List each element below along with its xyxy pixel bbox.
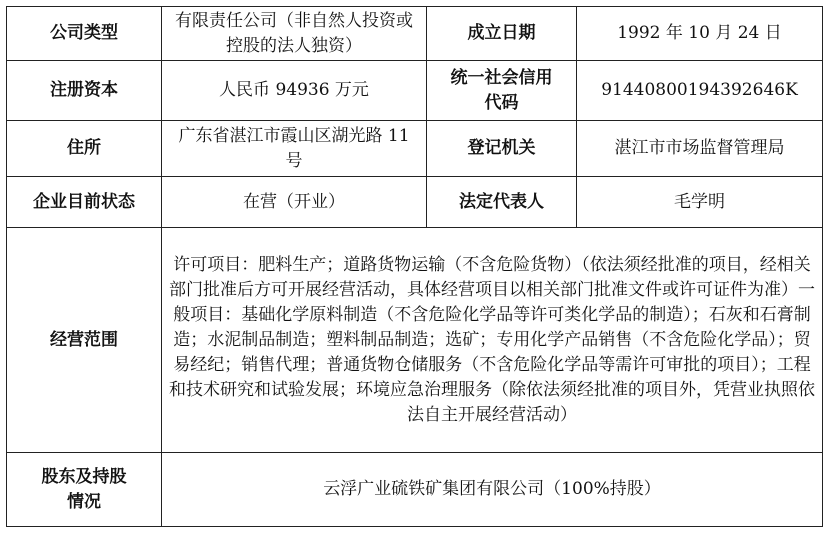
company-info-table: [6, 6, 823, 527]
established-label: 成立日期: [427, 7, 577, 61]
company-type-row: [7, 7, 823, 61]
status-value: 在营（开业）: [162, 177, 427, 228]
business-scope-row: [7, 228, 823, 453]
legal-rep-label: 法定代表人: [427, 177, 577, 228]
registered-capital-value: 人民币 94936 万元: [162, 61, 427, 121]
business-scope-label: 经营范围: [7, 228, 162, 453]
capital-row: [7, 61, 823, 121]
established-value: 1992 年 10 月 24 日: [577, 7, 823, 61]
registered-capital-label: 注册资本: [7, 61, 162, 121]
shareholder-label: 股东及持股情况: [7, 453, 162, 527]
authority-label: 登记机关: [427, 121, 577, 177]
company-type-value: 有限责任公司（非自然人投资或控股的法人独资）: [162, 7, 427, 61]
shareholder-value: 云浮广业硫铁矿集团有限公司（100%持股）: [162, 453, 823, 527]
address-value: 广东省湛江市霞山区湖光路 11 号: [162, 121, 427, 177]
business-scope-value: 许可项目：肥料生产；道路货物运输（不含危险货物）（依法须经批准的项目，经相关部门批准后方可开展经营活动，具体经营项目以相关部门批准文件或许可证件为准）一般项目：基础化学原料制造（不含危险化学品等许可类化学品的制造）；石灰和石膏制造；水泥制品制造；塑料制品制造；选矿；专用化学产品销售（不含危险化学品）；贸易经纪；销售代理；普通货物仓储服务（不含危险化学品等需许可审批的项目）；工程和技术研究和试验发展；环境应急治理服务（除依法须经批准的项目外，凭营业执照依法自主开展经营活动）: [162, 228, 823, 453]
credit-code-value: 91440800194392646K: [577, 61, 823, 121]
status-label: 企业目前状态: [7, 177, 162, 228]
address-label: 住所: [7, 121, 162, 177]
address-row: [7, 121, 823, 177]
legal-rep-value: 毛学明: [577, 177, 823, 228]
shareholder-row: [7, 453, 823, 527]
authority-value: 湛江市市场监督管理局: [577, 121, 823, 177]
status-row: [7, 177, 823, 228]
company-type-label: 公司类型: [7, 7, 162, 61]
credit-code-label: 统一社会信用代码: [427, 61, 577, 121]
